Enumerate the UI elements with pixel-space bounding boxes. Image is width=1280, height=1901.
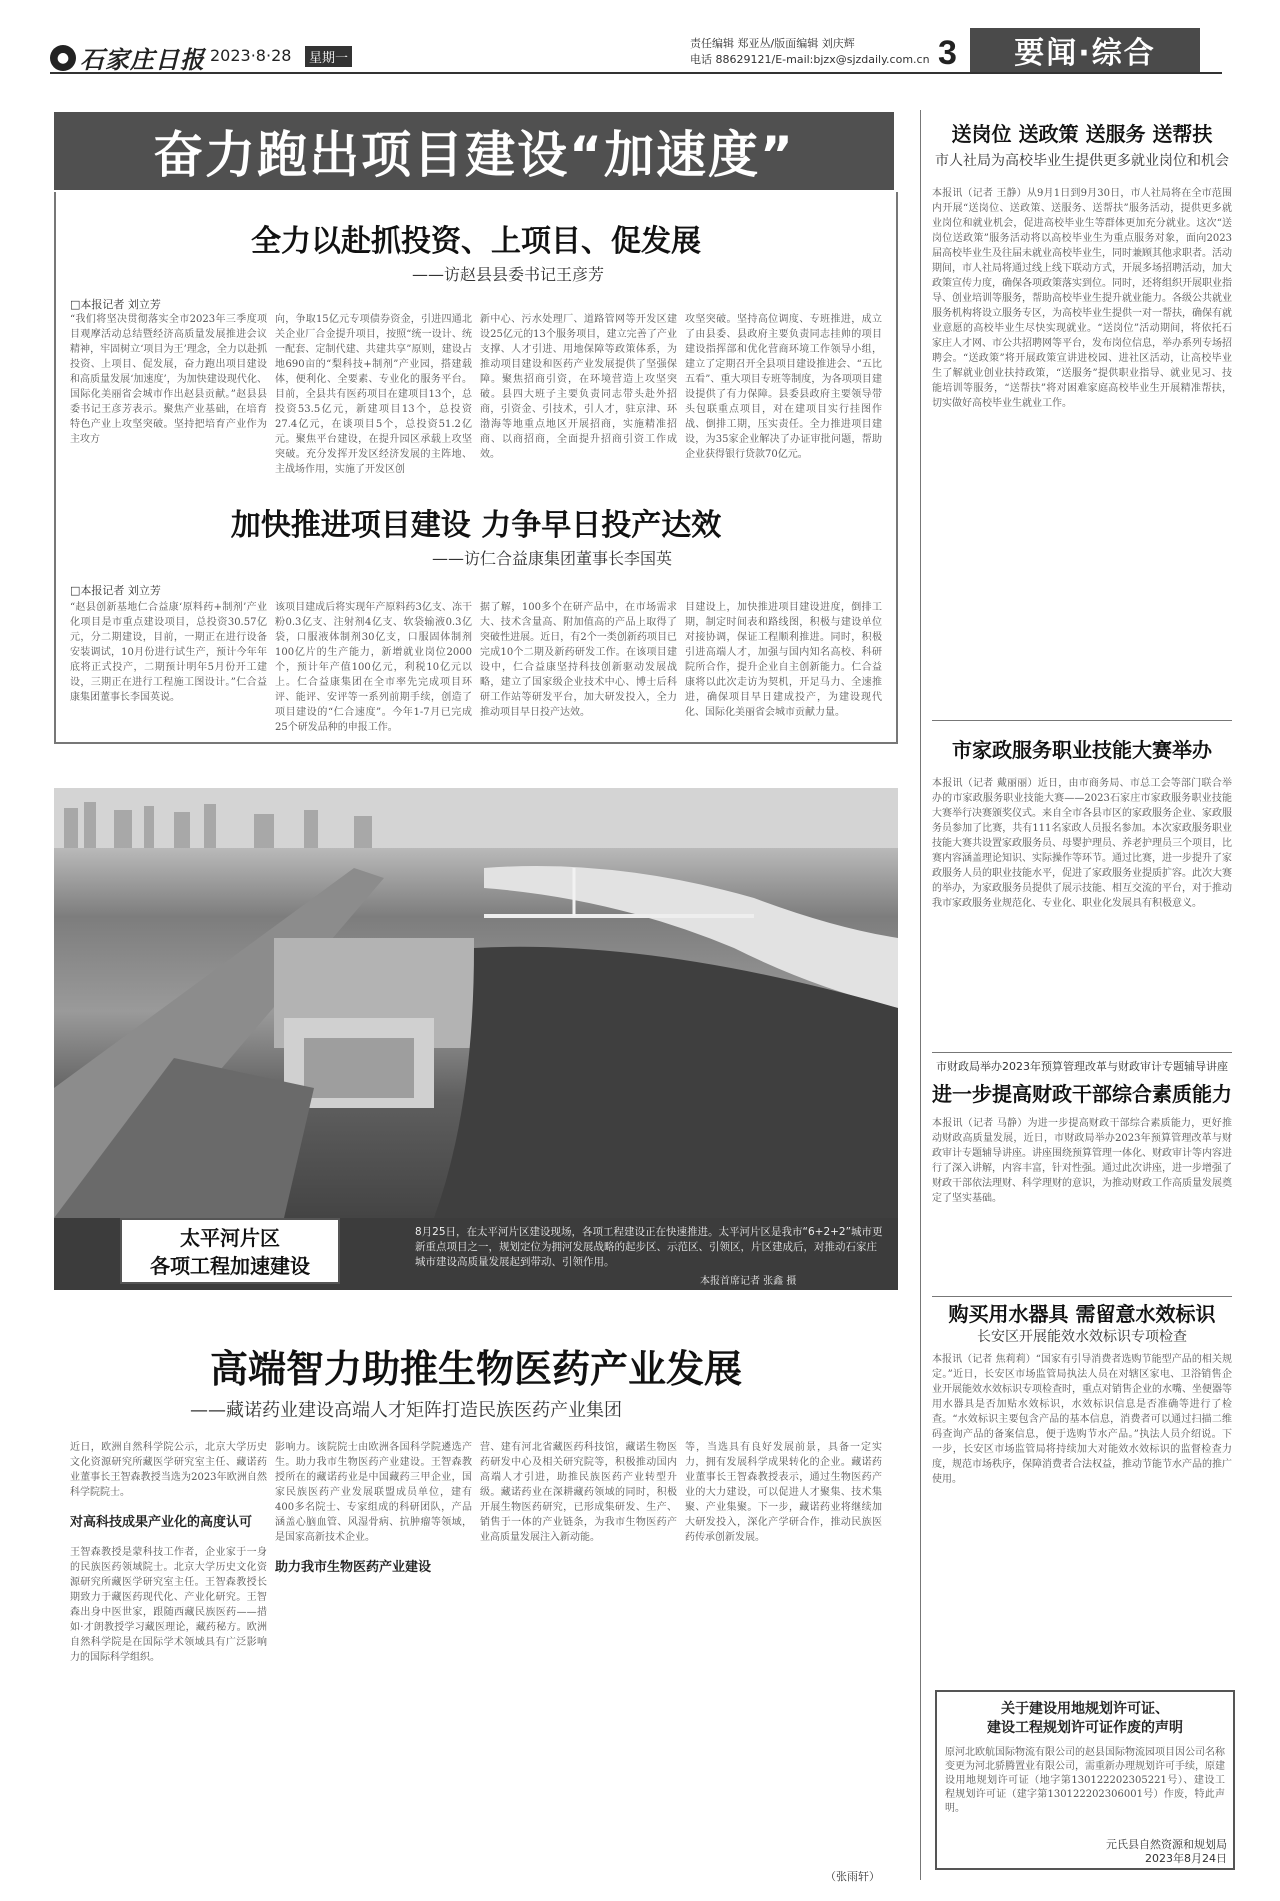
article2-col1: “赵县创新基地仁合益康‘原料药+制剂’产业化项目是市重点建设项目，总投资30.57亿元，分二期建设，目前，一期正在进行设备安装调试，10月份进行试生产，预计今年年底将正式投产，二期预计明年5月份开工建设，三期正在进行工程施工图设计。”仁合益康集团董事长李国英说。: [70, 602, 267, 703]
article1-subtitle: ——访赵县县委书记王彦芳: [412, 265, 605, 284]
notice-signer: 元氏县自然资源和规划局: [1106, 1838, 1227, 1851]
notice-body: 原河北欧航国际物流有限公司的赵县国际物流园项目因公司名称变更为河北骄腾置业有限公司，需重新办理规划许可手续，原建设用地规划许可证（地字第130122202305221号）、建设工程规划许可证（建字第130122202306001号）作废，特此声明。: [945, 1747, 1225, 1814]
photo-credit: 本报首席记者 张鑫 摄: [700, 1276, 797, 1287]
right1-subtitle: 市人社局为高校毕业生提供更多就业岗位和机会: [935, 153, 1229, 169]
right-divider-3: [932, 1296, 1232, 1297]
right1-body: 本报讯（记者 王静）从9月1日到9月30日，市人社局将在全市范围内开展“送岗位、送政策、送服务、送帮扶”服务活动，提供更多就业岗位和就业机会，促进高校毕业生等群体更加充分就业。这次“送岗位送政策”服务活动将以高校毕业生为重点服务对象，面向2023届高校毕业生及往届未就业高校毕业生，同时兼顾其他求职者。活动期间，市人社局将通过线上线下联动方式，开展多场招聘活动，加大政策宣传力度，确保各项政策落实到位。同时，还将组织开展职业指导、创业培训等服务，帮助高校毕业生提升就业能力。各级公共就业服务机构将设立服务专区，为高校毕业生提供一对一帮扶，确保有就业意愿的高校毕业生尽快实现就业。“送岗位”活动期间，将依托石家庄人才网、市公共招聘网等平台，发布岗位信息，举办系列专场招聘会。“送政策”将开展政策宣讲进校园、进社区活动，让高校毕业生了解就业创业扶持政策，“送服务”提供职业指导、就业见习、技能培训等服务，“送帮扶”将对困难家庭高校毕业生开展精准帮扶，切实做好高校毕业生就业工作。: [932, 188, 1232, 409]
issue-weekday: 星期一: [305, 46, 352, 67]
frame-bottom: [54, 742, 898, 744]
article2-byline: □本报记者 刘立芳: [70, 584, 161, 597]
article1-col4: 攻坚突破。坚持高位调度、专班推进，成立了由县委、县政府主要负责同志挂帅的项目建设指挥部和优化营商环境工作领导小组，建立了定期召开全县项目建设推进会、“五比五看”、重大项目专班等制度，为各项项目建设提供了有力保障。县委县政府主要领导带头包联重点项目，对在建项目实行挂图作战、倒排工期，压实责任。全力推进项目建设，为35家企业解决了办证审批问题，帮助企业获得银行贷款70亿元。: [685, 314, 882, 460]
right1-title: 送岗位 送政策 送服务 送帮扶: [951, 122, 1213, 146]
aerial-photo: [54, 788, 898, 1218]
notice-title: [937, 1700, 1233, 1738]
article3-col3: 营、建有河北省藏医药科技馆，藏诺生物医药研发中心及相关研究院等，积极推动国内高端人才引进，助推民族医药产业转型升级。藏诺药业在深耕藏药领域的同时，积极开展生物医药研究，已形成集研发、生产、销售于一体的产业链条，为我市生物医药产业高质量发展注入新动能。: [480, 1442, 677, 1543]
right4-title: 购买用水器具 需留意水效标识: [948, 1302, 1216, 1326]
article3-subtitle: ——藏诺药业建设高端人才矩阵打造民族医药产业集团: [190, 1400, 622, 1421]
article3-col4: 等，当选具有良好发展前景，具备一定实力，拥有发展科学成果转化的企业。藏诺药业董事长王智森教授表示，通过生物医药产业的大力建设，可以促进人才聚集、技术集聚、产业集聚。下一步，藏诺药业将继续加大研发投入，深化产学研合作，推动民族医药传承创新发展。: [685, 1442, 882, 1543]
main-banner: 奋力跑出项目建设“加速度”: [54, 112, 894, 190]
article3-signature: （张雨轩）: [825, 1870, 880, 1883]
article3-col1-lead: 近日，欧洲自然科学院公示，北京大学历史文化资源研究所藏医学研究室主任、藏诺药业董事长王智森教授当选为2023年欧洲自然科学院院士。: [70, 1442, 267, 1498]
frame-left: [54, 192, 56, 742]
article3-col1: [70, 1440, 267, 1860]
article2-subtitle: ——访仁合益康集团董事长李国英: [432, 549, 673, 568]
editors-line: 责任编辑 郑亚丛/版面编辑 刘庆辉: [690, 37, 855, 50]
article2-body: [70, 600, 882, 735]
right3-body: 本报讯（记者 马静）为进一步提高财政干部综合素质能力，更好推动财政高质量发展，近日，市财政局举办2023年预算管理改革与财政审计专题辅导讲座。讲座围绕预算管理一体化、财政审计等内容进行了深入讲解，内容丰富，针对性强。通过此次讲座，进一步增强了财政干部依法理财、科学理财的意识，为推动财政工作高质量发展奠定了坚实基础。: [932, 1118, 1232, 1204]
newspaper-logo: [50, 40, 205, 75]
right2-body: 本报讯（记者 戴丽丽）近日，由市商务局、市总工会等部门联合举办的市家政服务职业技能大赛——2023石家庄市家政服务职业技能大赛举行决赛颁奖仪式。来自全市各县市区的家政服务企业、家政服务员参加了比赛，共有111名家政人员报名参加。本次家政服务职业技能大赛共设置家政服务员、母婴护理员、养老护理员三个项目，比赛内容涵盖理论知识、实际操作等环节。通过比赛，进一步提升了家政服务人员的职业技能水平，促进了家政服务业提质扩容。此次大赛的举办，为家政服务员提供了展示技能、相互交流的平台，对于推动我市家政服务业规范化、专业化、职业化发展具有积极意义。: [932, 778, 1232, 909]
page-number: 3: [938, 34, 957, 72]
article3-body: [70, 1440, 882, 1860]
right-divider-2: [932, 1052, 1232, 1053]
article1-col3: 新中心、污水处理厂、道路管网等开发区建设25亿元的13个服务项目，建立完善了产业支撑、人才引进、用地保障等政策体系，为推动项目建设和医药产业发展提供了坚强保障。聚焦招商引资，在环境营造上攻坚突破。县四大班子主要负责同志带头赴外招商，引资金、引技术，引人才，驻京津、环渤海等地重点地区开展招商，实施精准招商、以商招商，全面提升招商引资工作成效。: [480, 314, 677, 460]
article3-col1-body: 王智森教授是蒙科技工作者，企业家于一身的民族医药领域院士。北京大学历史文化资源研究所藏医学研究室主任。王智森教授长期致力于藏医药现代化、产业化研究。王智森出身中医世家，跟随西藏民族医药——措如·才朗教授学习藏医理论，藏药秘方。欧洲自然科学院是在国际学术领域具有广泛影响力的国际科学组织。: [70, 1547, 267, 1663]
article1-col1: “我们将坚决贯彻落实全市2023年三季度项目观摩活动总结暨经济高质量发展推进会议精神，牢固树立‘项目为王’理念，全力以赴抓投资、上项目、促发展，奋力跑出项目建设和高质量发展‘加速度’，为加快建设现代化、国际化美丽省会城市作出赵县贡献。”赵县县委书记王彦芳表示。聚焦产业基础，在培育特色产业上攻坚突破。坚持把培育产业作为主攻方: [70, 314, 267, 445]
masthead: [50, 34, 1222, 74]
notice-date: 2023年8月24日: [1145, 1852, 1227, 1865]
notice-box: [935, 1690, 1235, 1870]
article1-title: 全力以赴抓投资、上项目、促发展: [251, 224, 701, 259]
article2-col2: 该项目建成后将实现年产原料药3亿支、冻干粉0.3亿支、注射剂4亿支、软袋输液0.3亿袋，口服液体制剂30亿支，口服固体制剂100亿片的生产能力，新增就业岗位2000个，预计年产值100亿元，利税10亿元以上。仁合益康集团在全市率先完成项目环评、能评、安评等一系列前期手续，创造了项目建设的“仁合速度”。今年1-7月已完成25个研发品种的申报工作。: [275, 602, 472, 733]
article2-col4: 目建设上，加快推进项目建设进度，倒排工期，制定时间表和路线图，积极与建设单位对接协调，保证工程顺利推进。同时，积极引进高端人才，加强与国内知名高校、科研院所合作，提升企业自主创新能力。仁合益康将以此次走访为契机，开足马力、全速推进，确保项目早日建成投产，为建设现代化、国际化美丽省会城市贡献力量。: [685, 602, 882, 718]
logo-text: 石家庄日报: [80, 45, 205, 74]
contact-line: 电话 88629121/E-mail:bjzx@sjzdaily.com.cn: [690, 53, 930, 66]
logo-icon: ●: [50, 45, 76, 71]
aerial-photo-illustration: [54, 788, 898, 1218]
article1-col2: 向，争取15亿元专项债券资金，引进四通北关企业厂合金提升项目，按照“统一设计、统一配套、定制代建、共建共享”原则，建设占地690亩的“梨科技+制剂”产业园，搭建载体，便利化、全要素、专业化的服务平台。目前，全县共有医药项目在建项目13个，总投资53.5亿元，新建项目13个，总投资27.4亿元，在谈项目5个，总投资51.2亿元。聚焦平台建设，在提升园区承载上攻坚突破。充分发挥开发区经济发展的主阵地、主战场作用，实施了开发区创: [275, 314, 472, 475]
right3-kicker: 市财政局举办2023年预算管理改革与财政审计专题辅导讲座: [936, 1060, 1228, 1073]
right3-title: 进一步提高财政干部综合素质能力: [932, 1082, 1232, 1106]
issue-date: 2023·8·28: [210, 46, 292, 65]
article2-col3: 据了解，100多个在研产品中，在市场需求大、技术含量高、附加值高的产品上取得了突破性进展。近日，有2个一类创新药项目已完成10个二期及新药研发工作。在该项目建设中，仁合益康坚持科技创新驱动发展战略，建立了国家级企业技术中心、博士后科研工作站等研发平台，加大研发投入，全力推动项目早日投产达效。: [480, 602, 677, 718]
section-title: 要闻·综合: [970, 28, 1200, 72]
right-divider-1: [932, 720, 1232, 721]
article3-subhead1: 对高科技成果产业化的高度认可: [70, 1515, 253, 1530]
article2-title: 加快推进项目建设 力争早日投产达效: [230, 508, 722, 543]
column-divider: [920, 110, 921, 1880]
notice-title-line2: 建设工程规划许可证作废的声明: [987, 1720, 1183, 1736]
article3-col2: [275, 1440, 472, 1860]
photo-title-line2: 各项工程加速建设: [150, 1254, 310, 1278]
notice-title-line1: 关于建设用地规划许可证、: [1001, 1701, 1169, 1717]
article3-subhead2: 助力我市生物医药产业建设: [275, 1560, 432, 1575]
article1-byline: □本报记者 刘立芳: [70, 298, 161, 311]
article3-title: 高端智力助推生物医药产业发展: [209, 1347, 742, 1391]
article1-body: [70, 312, 882, 482]
photo-caption: 8月25日，在太平河片区建设现场，各项工程建设正在快速推进。太平河片区是我市“6+2+2”城市更新重点项目之一，规划定位为拥河发展战略的起步区、示范区、引领区，片区建成后，对推动石家庄城市建设高质量发展起到带动、引领作用。: [415, 1226, 883, 1268]
article3-col2-lead: 影响力。该院院士由欧洲各国科学院遴选产生。助力我市生物医药产业建设。王智森教授所在的藏诺药业是中国藏药三甲企业，国家民族医药产业发展联盟成员单位，建有400多名院士、专家组成的科研团队，产品涵盖心脑血管、风湿骨病、抗肿瘤等领域，是国家高新技术企业。: [275, 1442, 472, 1543]
frame-right: [896, 192, 898, 742]
right4-subtitle: 长安区开展能效水效标识专项检查: [977, 1329, 1187, 1345]
photo-title-line1: 太平河片区: [180, 1226, 280, 1250]
right2-title: 市家政服务职业技能大赛举办: [952, 738, 1212, 762]
right4-body: 本报讯（记者 焦莉莉）“国家有引导消费者选购节能型产品的相关规定。”近日，长安区市场监管局执法人员在对辖区家电、卫浴销售企业开展能效水效标识专项检查时，重点对销售企业的水嘴、坐便器等用水器具是否加贴水效标识，水效标识信息是否准确等进行了检查。“水效标识主要包含产品的基本信息，消费者可以通过扫描二维码查询产品的备案信息，便于选购节水产品。”执法人员介绍说。下一步，长安区市场监管局将持续加大对能效水效标识的监督检查力度，规范市场秩序，保障消费者合法权益，推动节能节水产品的推广使用。: [932, 1354, 1232, 1485]
photo-title-box: [120, 1218, 340, 1284]
editor-info: [690, 36, 930, 68]
